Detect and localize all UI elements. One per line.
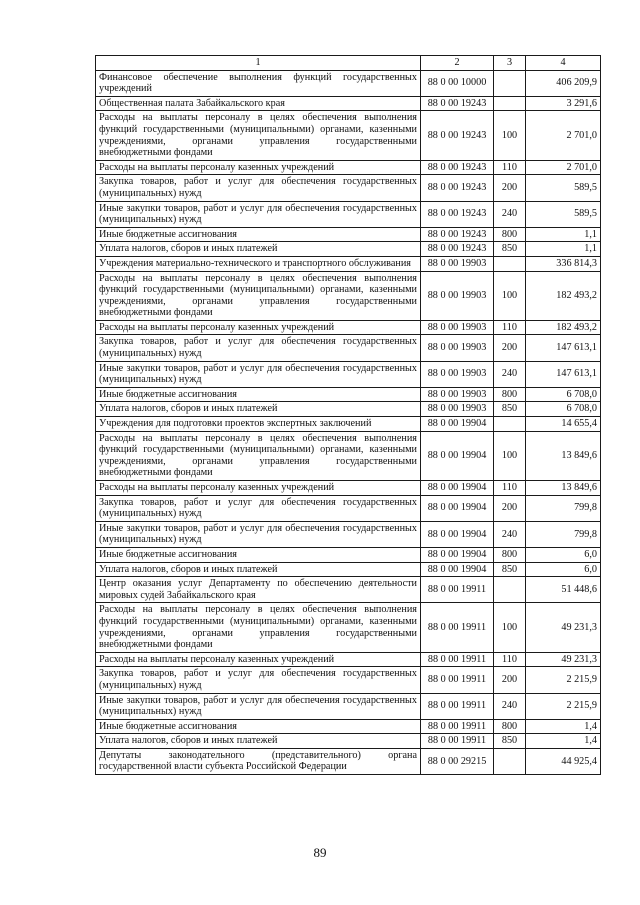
expense-type-code-cell: 200	[494, 495, 526, 521]
budget-table	[95, 55, 601, 775]
table-row	[96, 495, 601, 521]
table-row	[96, 256, 601, 271]
table-row	[96, 693, 601, 719]
target-article-code-cell: 88 0 00 19903	[421, 320, 494, 335]
expense-type-code-cell	[494, 256, 526, 271]
expense-name-cell: Иные бюджетные ассигнования	[96, 547, 421, 562]
expense-type-code-cell: 850	[494, 402, 526, 417]
target-article-code-cell: 88 0 00 19903	[421, 361, 494, 387]
table-row	[96, 271, 601, 320]
target-article-code-cell: 88 0 00 19904	[421, 417, 494, 432]
amount-cell: 1,1	[526, 227, 601, 242]
expense-name-cell: Расходы на выплаты персоналу казенных учреждений	[96, 160, 421, 175]
amount-cell: 6 708,0	[526, 402, 601, 417]
expense-type-code-cell: 200	[494, 667, 526, 693]
table-row	[96, 160, 601, 175]
table-row	[96, 175, 601, 201]
target-article-code-cell: 88 0 00 19904	[421, 562, 494, 577]
expense-type-code-cell: 850	[494, 242, 526, 257]
expense-name-cell: Закупка товаров, работ и услуг для обеспечения государственных (муниципальных) нужд	[96, 175, 421, 201]
target-article-code-cell: 88 0 00 29215	[421, 748, 494, 774]
table-row	[96, 417, 601, 432]
target-article-code-cell: 88 0 00 19911	[421, 603, 494, 652]
target-article-code-cell: 88 0 00 19911	[421, 719, 494, 734]
amount-cell: 49 231,3	[526, 603, 601, 652]
target-article-code-cell: 88 0 00 19911	[421, 577, 494, 603]
expense-type-code-cell: 100	[494, 431, 526, 480]
table-row	[96, 719, 601, 734]
table-row	[96, 201, 601, 227]
expense-name-cell: Учреждения для подготовки проектов экспертных заключений	[96, 417, 421, 432]
table-row	[96, 335, 601, 361]
table-row	[96, 547, 601, 562]
expense-name-cell: Расходы на выплаты персоналу в целях обеспечения выполнения функций государственными (муниципальными) органами, казенными учреждениями, органами управления государственными внебюджетными фондами	[96, 111, 421, 160]
expense-type-code-cell: 110	[494, 160, 526, 175]
expense-type-code-cell: 240	[494, 693, 526, 719]
table-row	[96, 431, 601, 480]
table-row	[96, 227, 601, 242]
table-row	[96, 734, 601, 749]
expense-type-code-cell: 240	[494, 201, 526, 227]
expense-name-cell: Закупка товаров, работ и услуг для обеспечения государственных (муниципальных) нужд	[96, 495, 421, 521]
amount-cell: 49 231,3	[526, 652, 601, 667]
amount-cell: 14 655,4	[526, 417, 601, 432]
amount-cell: 147 613,1	[526, 361, 601, 387]
expense-name-cell: Уплата налогов, сборов и иных платежей	[96, 242, 421, 257]
amount-cell: 6,0	[526, 547, 601, 562]
amount-cell: 2 215,9	[526, 693, 601, 719]
expense-name-cell: Депутаты законодательного (представительного) органа государственной власти субъекта Российской Федерации	[96, 748, 421, 774]
amount-cell: 147 613,1	[526, 335, 601, 361]
target-article-code-cell: 88 0 00 10000	[421, 70, 494, 96]
amount-cell: 1,4	[526, 734, 601, 749]
amount-cell: 1,4	[526, 719, 601, 734]
table-row	[96, 481, 601, 496]
target-article-code-cell: 88 0 00 19911	[421, 667, 494, 693]
amount-cell: 2 215,9	[526, 667, 601, 693]
table-row	[96, 242, 601, 257]
amount-cell: 51 448,6	[526, 577, 601, 603]
table-row	[96, 96, 601, 111]
expense-type-code-cell: 100	[494, 271, 526, 320]
table-row	[96, 577, 601, 603]
expense-name-cell: Иные закупки товаров, работ и услуг для обеспечения государственных (муниципальных) нужд	[96, 201, 421, 227]
target-article-code-cell: 88 0 00 19903	[421, 256, 494, 271]
expense-type-code-cell	[494, 577, 526, 603]
column-header-4: 4	[526, 56, 601, 71]
expense-name-cell: Центр оказания услуг Департаменту по обеспечению деятельности мировых судей Забайкальского края	[96, 577, 421, 603]
amount-cell: 6,0	[526, 562, 601, 577]
table-row	[96, 320, 601, 335]
amount-cell: 336 814,3	[526, 256, 601, 271]
amount-cell: 44 925,4	[526, 748, 601, 774]
expense-name-cell: Иные закупки товаров, работ и услуг для обеспечения государственных (муниципальных) нужд	[96, 521, 421, 547]
table-row	[96, 111, 601, 160]
expense-name-cell: Финансовое обеспечение выполнения функций государственных учреждений	[96, 70, 421, 96]
column-header-2: 2	[421, 56, 494, 71]
amount-cell: 799,8	[526, 495, 601, 521]
expense-type-code-cell: 110	[494, 481, 526, 496]
amount-cell: 1,1	[526, 242, 601, 257]
expense-name-cell: Иные бюджетные ассигнования	[96, 227, 421, 242]
target-article-code-cell: 88 0 00 19903	[421, 271, 494, 320]
table-body	[96, 70, 601, 774]
target-article-code-cell: 88 0 00 19243	[421, 96, 494, 111]
expense-name-cell: Иные закупки товаров, работ и услуг для обеспечения государственных (муниципальных) нужд	[96, 361, 421, 387]
expense-name-cell: Уплата налогов, сборов и иных платежей	[96, 734, 421, 749]
expense-type-code-cell	[494, 70, 526, 96]
amount-cell: 6 708,0	[526, 387, 601, 402]
table-row	[96, 361, 601, 387]
table-row	[96, 603, 601, 652]
table-row	[96, 562, 601, 577]
expense-name-cell: Расходы на выплаты персоналу в целях обеспечения выполнения функций государственными (муниципальными) органами, казенными учреждениями, органами управления государственными внебюджетными фондами	[96, 431, 421, 480]
expense-type-code-cell: 100	[494, 111, 526, 160]
target-article-code-cell: 88 0 00 19243	[421, 160, 494, 175]
expense-type-code-cell: 800	[494, 227, 526, 242]
target-article-code-cell: 88 0 00 19911	[421, 652, 494, 667]
expense-type-code-cell: 200	[494, 175, 526, 201]
expense-type-code-cell: 240	[494, 521, 526, 547]
expense-name-cell: Иные бюджетные ассигнования	[96, 387, 421, 402]
target-article-code-cell: 88 0 00 19903	[421, 402, 494, 417]
expense-type-code-cell	[494, 417, 526, 432]
expense-name-cell: Закупка товаров, работ и услуг для обеспечения государственных (муниципальных) нужд	[96, 667, 421, 693]
column-header-1: 1	[96, 56, 421, 71]
target-article-code-cell: 88 0 00 19904	[421, 521, 494, 547]
target-article-code-cell: 88 0 00 19904	[421, 495, 494, 521]
page-number: 89	[313, 845, 327, 860]
expense-type-code-cell: 850	[494, 562, 526, 577]
expense-name-cell: Уплата налогов, сборов и иных платежей	[96, 562, 421, 577]
target-article-code-cell: 88 0 00 19904	[421, 547, 494, 562]
table-row	[96, 748, 601, 774]
expense-name-cell: Расходы на выплаты персоналу казенных учреждений	[96, 320, 421, 335]
target-article-code-cell: 88 0 00 19243	[421, 227, 494, 242]
column-header-3: 3	[494, 56, 526, 71]
target-article-code-cell: 88 0 00 19911	[421, 734, 494, 749]
amount-cell: 799,8	[526, 521, 601, 547]
amount-cell: 406 209,9	[526, 70, 601, 96]
expense-type-code-cell	[494, 96, 526, 111]
amount-cell: 13 849,6	[526, 481, 601, 496]
expense-name-cell: Расходы на выплаты персоналу казенных учреждений	[96, 481, 421, 496]
expense-type-code-cell: 200	[494, 335, 526, 361]
table-row	[96, 402, 601, 417]
amount-cell: 13 849,6	[526, 431, 601, 480]
expense-name-cell: Расходы на выплаты персоналу в целях обеспечения выполнения функций государственными (муниципальными) органами, казенными учреждениями, органами управления государственными внебюджетными фондами	[96, 603, 421, 652]
expense-name-cell: Иные бюджетные ассигнования	[96, 719, 421, 734]
expense-name-cell: Уплата налогов, сборов и иных платежей	[96, 402, 421, 417]
table-header-row	[96, 56, 601, 71]
table-row	[96, 70, 601, 96]
expense-type-code-cell: 110	[494, 652, 526, 667]
expense-name-cell: Закупка товаров, работ и услуг для обеспечения государственных (муниципальных) нужд	[96, 335, 421, 361]
amount-cell: 182 493,2	[526, 320, 601, 335]
target-article-code-cell: 88 0 00 19911	[421, 693, 494, 719]
table-row	[96, 652, 601, 667]
expense-name-cell: Иные закупки товаров, работ и услуг для обеспечения государственных (муниципальных) нужд	[96, 693, 421, 719]
expense-type-code-cell: 850	[494, 734, 526, 749]
expense-type-code-cell: 800	[494, 387, 526, 402]
target-article-code-cell: 88 0 00 19243	[421, 242, 494, 257]
table-row	[96, 521, 601, 547]
target-article-code-cell: 88 0 00 19243	[421, 111, 494, 160]
table-row	[96, 667, 601, 693]
target-article-code-cell: 88 0 00 19243	[421, 175, 494, 201]
amount-cell: 182 493,2	[526, 271, 601, 320]
target-article-code-cell: 88 0 00 19243	[421, 201, 494, 227]
expense-type-code-cell	[494, 748, 526, 774]
expense-name-cell: Расходы на выплаты персоналу казенных учреждений	[96, 652, 421, 667]
amount-cell: 3 291,6	[526, 96, 601, 111]
expense-type-code-cell: 100	[494, 603, 526, 652]
amount-cell: 589,5	[526, 175, 601, 201]
expense-name-cell: Расходы на выплаты персоналу в целях обеспечения выполнения функций государственными (муниципальными) органами, казенными учреждениями, органами управления государственными внебюджетными фондами	[96, 271, 421, 320]
amount-cell: 2 701,0	[526, 111, 601, 160]
expense-name-cell: Общественная палата Забайкальского края	[96, 96, 421, 111]
target-article-code-cell: 88 0 00 19904	[421, 481, 494, 496]
expense-type-code-cell: 800	[494, 719, 526, 734]
amount-cell: 589,5	[526, 201, 601, 227]
target-article-code-cell: 88 0 00 19904	[421, 431, 494, 480]
table-row	[96, 387, 601, 402]
expense-type-code-cell: 800	[494, 547, 526, 562]
target-article-code-cell: 88 0 00 19903	[421, 387, 494, 402]
expense-type-code-cell: 110	[494, 320, 526, 335]
expense-name-cell: Учреждения материально-технического и транспортного обслуживания	[96, 256, 421, 271]
expense-type-code-cell: 240	[494, 361, 526, 387]
target-article-code-cell: 88 0 00 19903	[421, 335, 494, 361]
amount-cell: 2 701,0	[526, 160, 601, 175]
